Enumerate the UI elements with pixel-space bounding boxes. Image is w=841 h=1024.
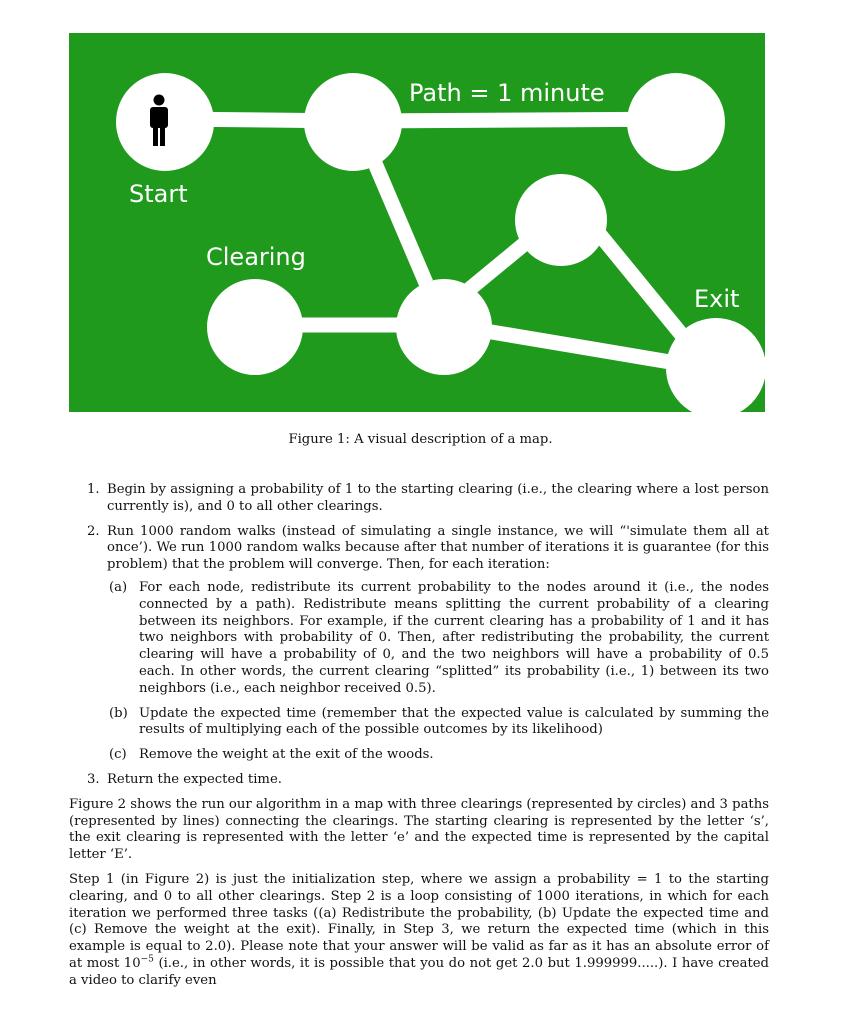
clearing-top-middle [304, 73, 402, 171]
clearing-center [396, 279, 492, 375]
step-number: 1. [87, 482, 100, 497]
clearing-upper-right [515, 174, 607, 266]
step-1 [69, 482, 769, 516]
exponent: −5 [140, 954, 154, 965]
substep-text: Update the expected time (remember that the expected value is calculated by summing the results of multiplying each of the possible outcomes by its likelihood) [139, 705, 769, 738]
start-label: Start [129, 180, 188, 208]
exit-label: Exit [694, 285, 740, 313]
step-number: 3. [87, 771, 100, 787]
step-3 [69, 772, 769, 789]
clearing-top-right [627, 73, 725, 171]
substep-number: (a) [109, 579, 128, 595]
substeps [107, 580, 769, 764]
step-text: Run 1000 random walks (instead of simulating a single instance, we will “'simulate them all at once’). We run 1000 random walks because after that number of iterations it is guarantee (for this problem) that the problem will converge. Then, for each iteration: [107, 523, 769, 573]
clearing-left [207, 279, 303, 375]
substep-text: Remove the weight at the exit of the woods. [139, 747, 434, 763]
substep-b [107, 706, 769, 740]
map-diagram [69, 33, 765, 412]
step-2 [69, 524, 769, 764]
algorithm-steps [69, 482, 769, 789]
step-text: Begin by assigning a probability of 1 to the starting clearing (i.e., the clearing where a lost person currently is), and 0 to all other clearings. [107, 482, 769, 514]
figure-caption: Figure 1: A visual description of a map. [288, 432, 553, 447]
substep-number: (c) [109, 747, 127, 763]
path-label: Path = 1 minute [409, 79, 605, 107]
map-figure [69, 33, 765, 412]
paragraph-text-end: (i.e., in other words, it is possible that you do not get 2.0 but 1.999999.....). I have created a video to clarify even [69, 955, 769, 988]
step-number: 2. [87, 523, 100, 539]
paragraph-figure2: Figure 2 shows the run our algorithm in a map with three clearings (represented by circles) and 3 paths (represented by lines) connecting the clearings. The starting clearing is represented by the letter ‘s’, the exit clearing is represented with the letter ‘e’ and the expected time is represented by the capital letter ‘E’. [69, 796, 769, 863]
clearing-label: Clearing [206, 243, 306, 271]
paragraph-steps-explanation [69, 872, 769, 990]
substep-c [107, 747, 769, 764]
substep-number: (b) [109, 705, 128, 721]
paper-body [69, 482, 769, 990]
paragraph-text-start: Step 1 (in Figure 2) is just the initialization step, where we assign a probability = 1 to the starting clearing, and 0 to all other clearings. Step 2 is a loop consisting of 1000 iterations, in which for each iteration we performed three tasks ((a) Redistribute the probability, (b) Update the expected time and (c) Remove the weight at the exit). Finally, in Step 3, we return the expected time (which in this example is equal to 2.0). Please note that your answer will be valid as far as it has an absolute error of at most 10 [69, 871, 769, 971]
substep-text: For each node, redistribute its current probability to the nodes around it (i.e., the nodes connected by a path). Redistribute means splitting the current probability of a clearing between its neighbors. For example, if the current clearing has a probability of 1 and it has two neighbors with probability of 0. Then, after redistributing the probability, the current clearing will have a probability of 0, and the two neighbors will have a probability of 0.5 each. In other words, the current clearing “splitted” its probability (i.e., 1) between its two neighbors (i.e., each neighbor received 0.5). [139, 579, 769, 696]
substep-a [107, 580, 769, 698]
step-text: Return the expected time. [107, 771, 282, 787]
